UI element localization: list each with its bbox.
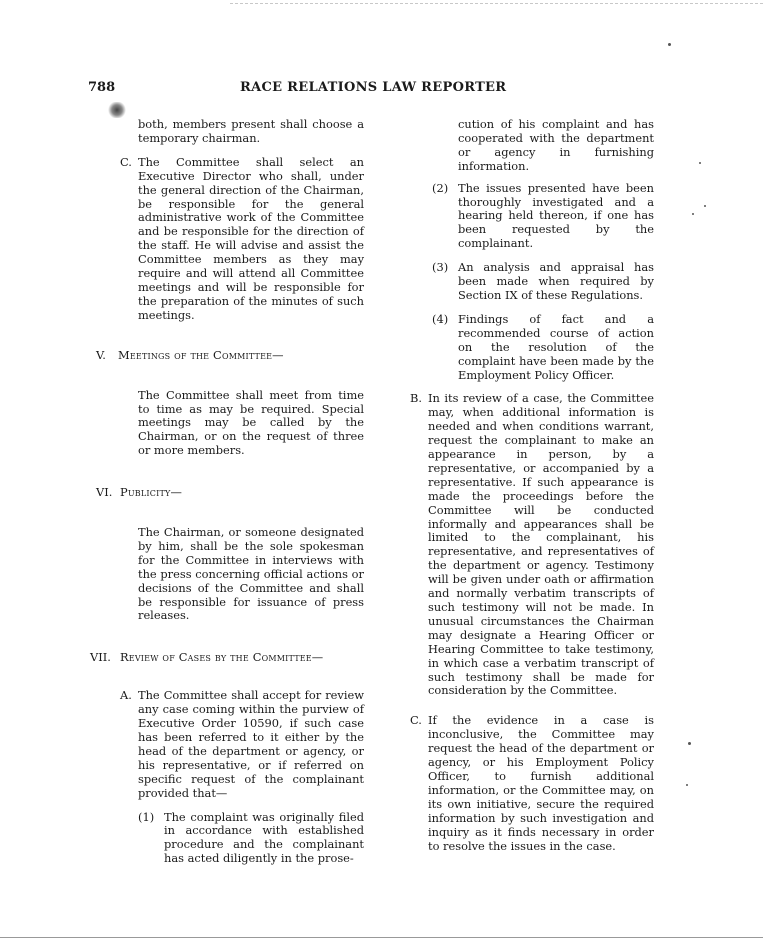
- condition-1-continued: cution of his complaint and has cooperated with the department or agency in furnishing information.: [458, 117, 654, 173]
- clause-text: In its review of a case, the Committee may, when additional information is needed and when conditions warrant, request the complainant to make an appearance in person, by a representative, or accompanied by a representative. If such appearance is made the proceedings before the Committee will be conducted informally and appearances shall be limited to the complainant, his representative, and representatives of the department or agency. Testimony will be given under oath or affirmation and normally verbatim transcripts of such testimony will not be made. In unusual circumstances the Chairman may designate a Hearing Officer or Hearing Committee to take testimony, in which case a verbatim transcript of such testimony shall be made for consideration by the Committee.: [428, 391, 654, 698]
- clause-c-executive-director: [120, 156, 364, 323]
- clause-marker: C.: [120, 154, 132, 169]
- section-title: Review of Cases by the Committee—: [120, 650, 324, 665]
- item-marker: (2): [432, 180, 449, 195]
- clause-text: The Committee shall accept for review any case coming within the purview of Executive Order 10590, if such case has been referred to it either by the head of the department or agency, or his representative, or if referred on specific request of the complainant provided that—: [138, 688, 364, 800]
- ink-speck: [668, 43, 671, 46]
- item-text: An analysis and appraisal has been made when required by Section IX of these Regulations.: [458, 260, 654, 302]
- section-vi-heading: [96, 486, 364, 500]
- ink-smudge: [107, 102, 127, 118]
- item-marker: (3): [432, 260, 449, 275]
- section-v-heading: [96, 349, 364, 363]
- item-text: The issues presented have been thoroughly investigated and a hearing held thereon, if one has been requested by the complainant.: [458, 180, 654, 251]
- section-number: VI.: [96, 485, 113, 500]
- section-title: Publicity—: [120, 485, 183, 500]
- clause-text: If the evidence in a case is inconclusive, the Committee may request the head of the department or agency, or his Employment Policy Officer, to furnish additional information, or the Committee may, on its own initiative, secure the required information by such investigation and inquiry as it finds necessary in order to resolve the issues in the case.: [428, 713, 654, 853]
- clause-a-review: [120, 689, 364, 800]
- journal-title: RACE RELATIONS LAW REPORTER: [240, 80, 507, 95]
- condition-4: [432, 313, 654, 383]
- clause-marker: A.: [120, 688, 132, 703]
- item-text: The complaint was originally filed in accordance with established procedure and the complainant has acted diligently in the prose-: [164, 809, 364, 866]
- section-number: V.: [96, 347, 106, 362]
- clause-b-appearance: [410, 392, 654, 698]
- section-number: VII.: [90, 650, 111, 665]
- ink-speck: [688, 742, 691, 745]
- ink-speck: [704, 205, 706, 207]
- top-scan-edge: [230, 3, 763, 4]
- item-text: Findings of fact and a recommended course of action on the resolution of the complaint have been made by the Employment Policy Officer.: [458, 311, 654, 382]
- section-vi-paragraph: The Chairman, or someone designated by him, shall be the sole spokesman for the Committee in interviews with the press concerning official actions or decisions of the Committee and shall be responsible for issuance of press releases.: [138, 525, 364, 623]
- condition-2: [432, 182, 654, 252]
- condition-3: [432, 261, 654, 303]
- clause-c-evidence: [410, 714, 654, 853]
- continued-paragraph: both, members present shall choose a temporary chairman.: [138, 117, 364, 145]
- ink-speck: [686, 784, 688, 786]
- clause-text: The Committee shall select an Executive Director who shall, under the general direction of the Chairman, be responsible for the general administrative work of the Committee and be responsible for the direction of the staff. He will advise and assist the Committee members as they may require and will attend all Committee meetings and will be responsible for the preparation of the minutes of such meetings.: [138, 154, 364, 322]
- page-number: 788: [88, 80, 116, 95]
- clause-marker: C.: [410, 713, 422, 728]
- ink-speck: [692, 213, 694, 215]
- item-marker: (4): [432, 311, 449, 326]
- bottom-scan-edge: [0, 937, 763, 938]
- clause-marker: B.: [410, 391, 422, 406]
- section-vii-heading: [90, 651, 364, 665]
- item-marker: (1): [138, 809, 155, 824]
- section-v-paragraph: The Committee shall meet from time to time as may be required. Special meetings may be called by the Chairman, or on the request of three or more members.: [138, 387, 364, 458]
- ink-speck: [699, 162, 701, 164]
- section-title: Meetings of the Committee—: [118, 347, 284, 362]
- right-column: [410, 118, 654, 853]
- condition-1: [138, 811, 364, 867]
- left-column: [90, 117, 364, 866]
